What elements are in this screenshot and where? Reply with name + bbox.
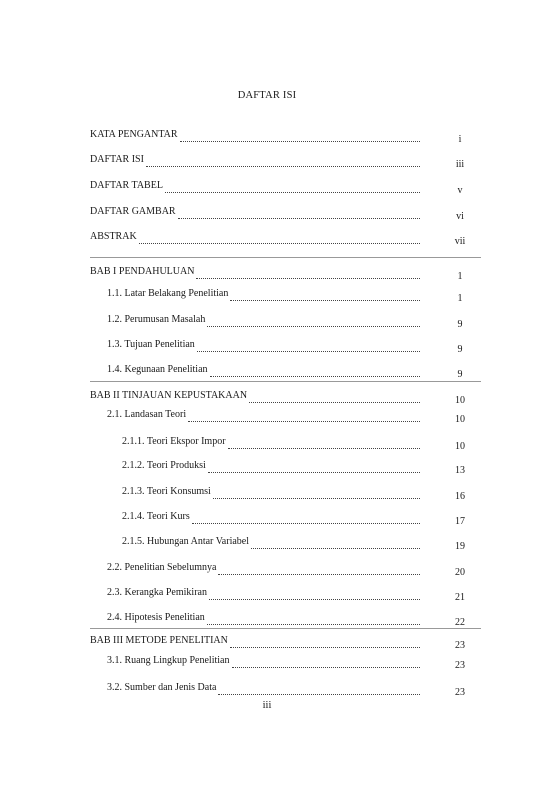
leader-dots (232, 658, 421, 668)
toc-entry-abstrak (0, 230, 534, 247)
toc-page-number: 22 (455, 617, 465, 628)
leader-dots (218, 565, 420, 575)
leader-dots (180, 132, 420, 142)
leader-dots (230, 291, 420, 301)
toc-label: BAB I PENDAHULUAN (90, 266, 195, 277)
toc-label: 2.2. Penelitian Sebelumnya (107, 562, 217, 573)
toc-page-number: iii (455, 159, 465, 170)
toc-label: 2.1. Landasan Teori (107, 409, 187, 420)
toc-page-number: 13 (455, 465, 465, 476)
toc-label: 1.4. Kegunaan Penelitian (107, 364, 208, 375)
toc-label: 3.1. Ruang Lingkup Penelitian (107, 655, 230, 666)
toc-page-number: 20 (455, 567, 465, 578)
leader-dots (165, 183, 420, 193)
toc-entry-3-1 (0, 654, 534, 671)
toc-entry-2-1-2 (0, 459, 534, 476)
toc-page-number: 23 (455, 640, 465, 651)
toc-label: 2.1.3. Teori Konsumsi (122, 486, 211, 497)
toc-label: 2.4. Hipotesis Penelitian (107, 612, 205, 623)
leader-dots (208, 463, 420, 473)
toc-label: 3.2. Sumber dan Jenis Data (107, 682, 217, 693)
toc-page-number: v (457, 185, 463, 196)
toc-page-number: vii (454, 236, 466, 247)
toc-entry-2-1 (0, 408, 534, 425)
page-title: DAFTAR ISI (237, 90, 297, 101)
leader-dots (178, 209, 420, 219)
toc-entry-2-1-3 (0, 485, 534, 502)
toc-entry-2-4 (0, 611, 534, 628)
toc-entry-bab-2 (0, 389, 534, 406)
toc-entry-daftar-gambar (0, 205, 534, 222)
toc-page-number: 21 (455, 592, 465, 603)
leader-dots (228, 439, 420, 449)
toc-label: 1.1. Latar Belakang Penelitian (107, 288, 229, 299)
toc-page-number: 23 (455, 687, 465, 698)
toc-entry-2-1-1 (0, 435, 534, 452)
toc-label: 2.3. Kerangka Pemikiran (107, 587, 207, 598)
toc-entry-daftar-tabel (0, 179, 534, 196)
leader-dots (207, 615, 420, 625)
toc-page-number: 1 (457, 293, 463, 304)
toc-page-number: 23 (455, 660, 465, 671)
toc-entry-1-4 (0, 363, 534, 380)
toc-label: 2.1.4. Teori Kurs (122, 511, 190, 522)
toc-entry-2-1-5 (0, 535, 534, 552)
toc-page-number: 9 (457, 369, 463, 380)
toc-label: 2.1.5. Hubungan Antar Variabel (122, 536, 250, 547)
toc-label: 1.3. Tujuan Penelitian (107, 339, 195, 350)
toc-entry-2-1-4 (0, 510, 534, 527)
leader-dots (213, 489, 420, 499)
toc-label: DAFTAR ISI (90, 154, 144, 165)
leader-dots (146, 157, 420, 167)
toc-page-number: 9 (457, 319, 463, 330)
toc-label: 2.1.1. Teori Ekspor Impor (122, 436, 226, 447)
toc-page-number: 10 (455, 414, 465, 425)
toc-page-number: 1 (457, 271, 463, 282)
toc-entry-1-3 (0, 338, 534, 355)
section-divider (90, 257, 481, 258)
toc-entry-3-2 (0, 681, 534, 698)
leader-dots (209, 590, 420, 600)
section-divider (90, 381, 481, 382)
toc-entry-2-3 (0, 586, 534, 603)
toc-page-number: i (458, 134, 462, 145)
toc-page-number: 17 (455, 516, 465, 527)
toc-page-number: 9 (457, 344, 463, 355)
leader-dots (192, 514, 420, 524)
leader-dots (139, 234, 420, 244)
toc-entry-bab-3 (0, 634, 534, 651)
toc-page-number: 10 (455, 395, 465, 406)
toc-label: 2.1.2. Teori Produksi (122, 460, 206, 471)
toc-label: ABSTRAK (90, 231, 137, 242)
toc-page-number: vi (456, 211, 464, 222)
toc-page-number: 10 (455, 441, 465, 452)
leader-dots (197, 342, 420, 352)
page-footer-number: iii (262, 700, 272, 711)
toc-label: KATA PENGANTAR (90, 129, 178, 140)
leader-dots (210, 367, 420, 377)
toc-entry-1-2 (0, 313, 534, 330)
toc-entry-daftar-isi (0, 153, 534, 170)
leader-dots (249, 393, 420, 403)
toc-page-number: 19 (455, 541, 465, 552)
leader-dots (196, 269, 420, 279)
leader-dots (188, 412, 420, 422)
toc-entry-1-1 (0, 287, 534, 304)
toc-label: DAFTAR TABEL (90, 180, 163, 191)
leader-dots (251, 539, 420, 549)
leader-dots (230, 638, 420, 648)
toc-entry-2-2 (0, 561, 534, 578)
toc-label: DAFTAR GAMBAR (90, 206, 176, 217)
section-divider (90, 628, 481, 629)
toc-label: 1.2. Perumusan Masalah (107, 314, 206, 325)
toc-label: BAB III METODE PENELITIAN (90, 635, 228, 646)
leader-dots (218, 685, 420, 695)
toc-entry-bab-1 (0, 265, 534, 282)
toc-page-number: 16 (455, 491, 465, 502)
leader-dots (207, 317, 420, 327)
toc-entry-kata-pengantar (0, 128, 534, 145)
toc-label: BAB II TINJAUAN KEPUSTAKAAN (90, 390, 248, 401)
